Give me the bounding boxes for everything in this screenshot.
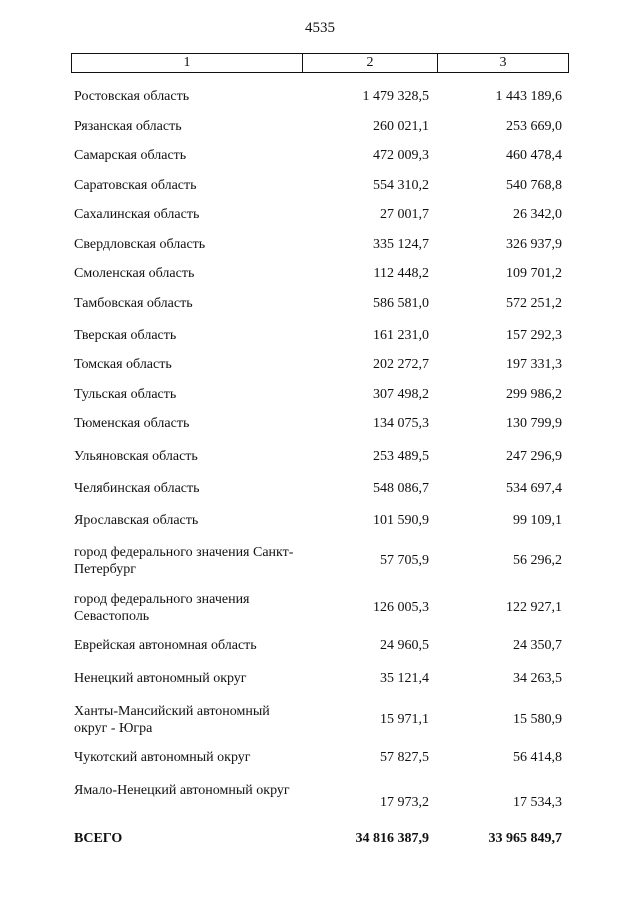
value-col-2: 24 960,5: [380, 638, 429, 653]
value-col-3: 197 331,3: [506, 357, 562, 372]
region-name: город федерального значения Санкт-Петербург: [74, 545, 294, 577]
value-col-2: 126 005,3: [373, 600, 429, 615]
value-col-3: 1 443 189,6: [495, 89, 562, 104]
value-col-2: 548 086,7: [373, 481, 429, 496]
value-col-2: 335 124,7: [373, 237, 429, 252]
value-col-3: 130 799,9: [506, 416, 562, 431]
header-col-1: 1: [72, 54, 303, 72]
value-col-2: 161 231,0: [373, 328, 429, 343]
value-col-3: 109 701,2: [506, 266, 562, 281]
value-col-2: 15 971,1: [380, 712, 429, 727]
value-col-2: 253 489,5: [373, 449, 429, 464]
value-col-2: 202 272,7: [373, 357, 429, 372]
value-col-3: 99 109,1: [513, 513, 562, 528]
value-col-2: 27 001,7: [380, 207, 429, 222]
region-name: Тамбовская область: [74, 296, 193, 311]
value-col-3: 34 263,5: [513, 671, 562, 686]
page-number: 4535: [305, 20, 335, 36]
value-col-3: 17 534,3: [513, 795, 562, 810]
region-name: Ханты-Мансийский автономный округ - Югра: [74, 704, 270, 736]
value-col-2: 472 009,3: [373, 148, 429, 163]
region-name: Тверская область: [74, 328, 177, 343]
region-name: Ярославская область: [74, 513, 199, 528]
region-name: Ульяновская область: [74, 449, 198, 464]
value-col-3: 56 414,8: [513, 750, 562, 765]
region-name: Челябинская область: [74, 481, 200, 496]
value-col-3: 460 478,4: [506, 148, 562, 163]
total-label: ВСЕГО: [74, 831, 123, 846]
value-col-3: 24 350,7: [513, 638, 562, 653]
value-col-2: 260 021,1: [373, 119, 429, 134]
value-col-3: 26 342,0: [513, 207, 562, 222]
value-col-3: 299 986,2: [506, 387, 562, 402]
value-col-2: 1 479 328,5: [362, 89, 429, 104]
value-col-3: 56 296,2: [513, 553, 562, 568]
header-col-3: 3: [499, 55, 507, 70]
region-name: Смоленская область: [74, 266, 195, 281]
region-name: Сахалинская область: [74, 207, 200, 222]
region-name: Тюменская область: [74, 416, 190, 431]
value-col-3: 247 296,9: [506, 449, 562, 464]
value-col-3: 122 927,1: [506, 600, 562, 615]
region-name: город федерального значения Севастополь: [74, 592, 250, 624]
value-col-2: 57 705,9: [380, 553, 429, 568]
region-name: Саратовская область: [74, 178, 197, 193]
value-col-3: 253 669,0: [506, 119, 562, 134]
region-name: Тульская область: [74, 387, 177, 402]
region-name: Томская область: [74, 357, 172, 372]
value-col-2: 57 827,5: [380, 750, 429, 765]
header-col-2: 2: [303, 54, 438, 72]
value-col-3: 15 580,9: [513, 712, 562, 727]
value-col-2: 554 310,2: [373, 178, 429, 193]
value-col-2: 307 498,2: [373, 387, 429, 402]
region-name: Ямало-Ненецкий автономный округ: [74, 783, 290, 798]
region-name: Еврейская автономная область: [74, 638, 257, 653]
value-col-3: 540 768,8: [506, 178, 562, 193]
value-col-3: 326 937,9: [506, 237, 562, 252]
total-col-3: 33 965 849,7: [488, 831, 562, 846]
value-col-2: 17 973,2: [380, 795, 429, 810]
region-name: Ростовская область: [74, 89, 190, 104]
value-col-3: 157 292,3: [506, 328, 562, 343]
total-col-2: 34 816 387,9: [355, 831, 429, 846]
region-name: Ненецкий автономный округ: [74, 671, 247, 686]
value-col-2: 134 075,3: [373, 416, 429, 431]
value-col-2: 35 121,4: [380, 671, 429, 686]
region-name: Самарская область: [74, 148, 187, 163]
value-col-3: 534 697,4: [506, 481, 562, 496]
value-col-2: 101 590,9: [373, 513, 429, 528]
value-col-2: 112 448,2: [373, 266, 429, 281]
value-col-2: 586 581,0: [373, 296, 429, 311]
region-name: Рязанская область: [74, 119, 182, 134]
region-name: Свердловская область: [74, 237, 206, 252]
value-col-3: 572 251,2: [506, 296, 562, 311]
region-name: Чукотский автономный округ: [74, 750, 251, 765]
